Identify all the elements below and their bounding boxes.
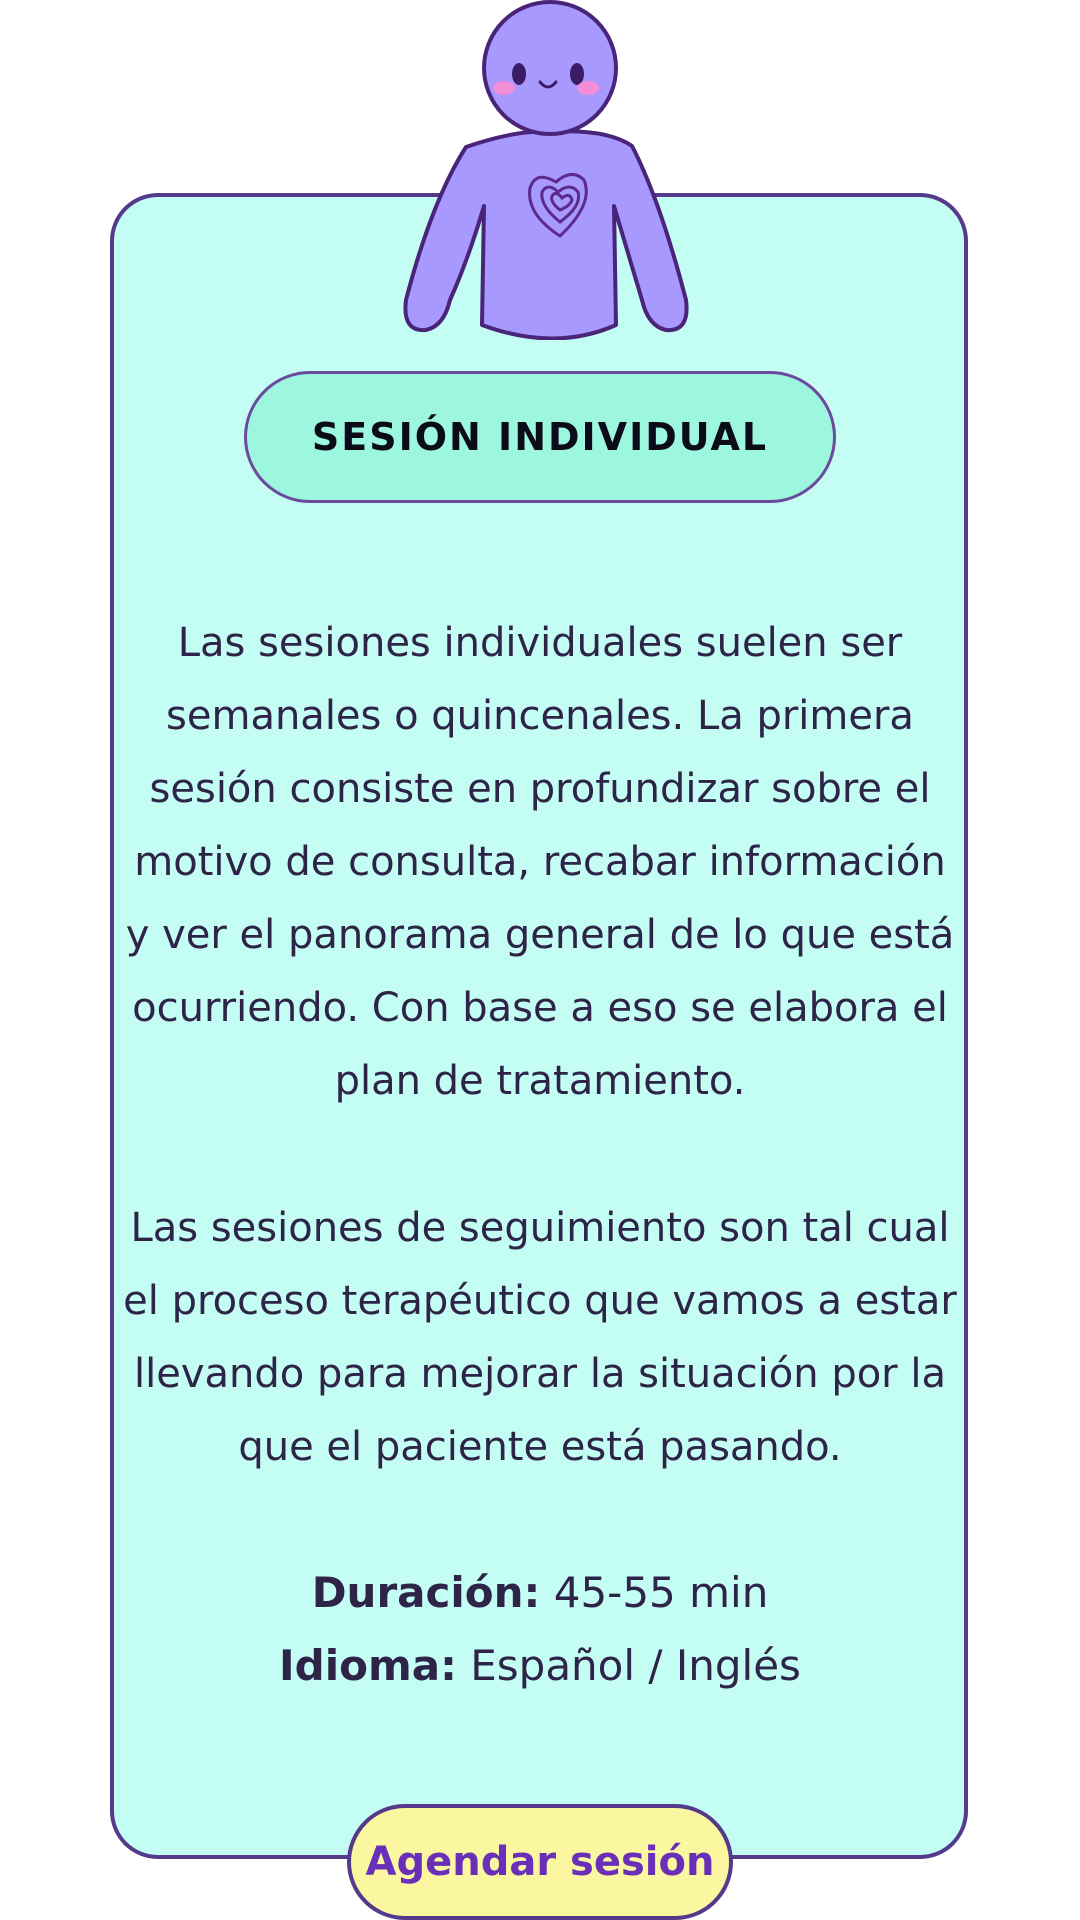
- language-row: [120, 1629, 960, 1702]
- schedule-session-button[interactable]: Agendar sesión: [347, 1804, 733, 1920]
- session-title: SESIÓN INDIVIDUAL: [244, 371, 836, 503]
- session-description-paragraph: Las sesiones individuales suelen ser semanales o quincenales. La primera sesión consiste en profundizar sobre el motivo de consulta, recabar información y ver el panorama general de lo que está ocurriendo. Con base a eso se elabora el plan de tratamiento.: [125, 620, 955, 1104]
- language-value: Español / Inglés: [470, 1641, 801, 1690]
- follow-up-description-paragraph: Las sesiones de seguimiento son tal cual el proceso terapéutico que vamos a estar llevando para mejorar la situación por la que el paciente está pasando.: [123, 1205, 957, 1470]
- duration-label: Duración:: [311, 1568, 541, 1617]
- language-label: Idioma:: [279, 1641, 457, 1690]
- duration-value: 45-55 min: [553, 1568, 769, 1617]
- duration-row: [120, 1556, 960, 1629]
- person-with-heart-illustration: [380, 0, 700, 340]
